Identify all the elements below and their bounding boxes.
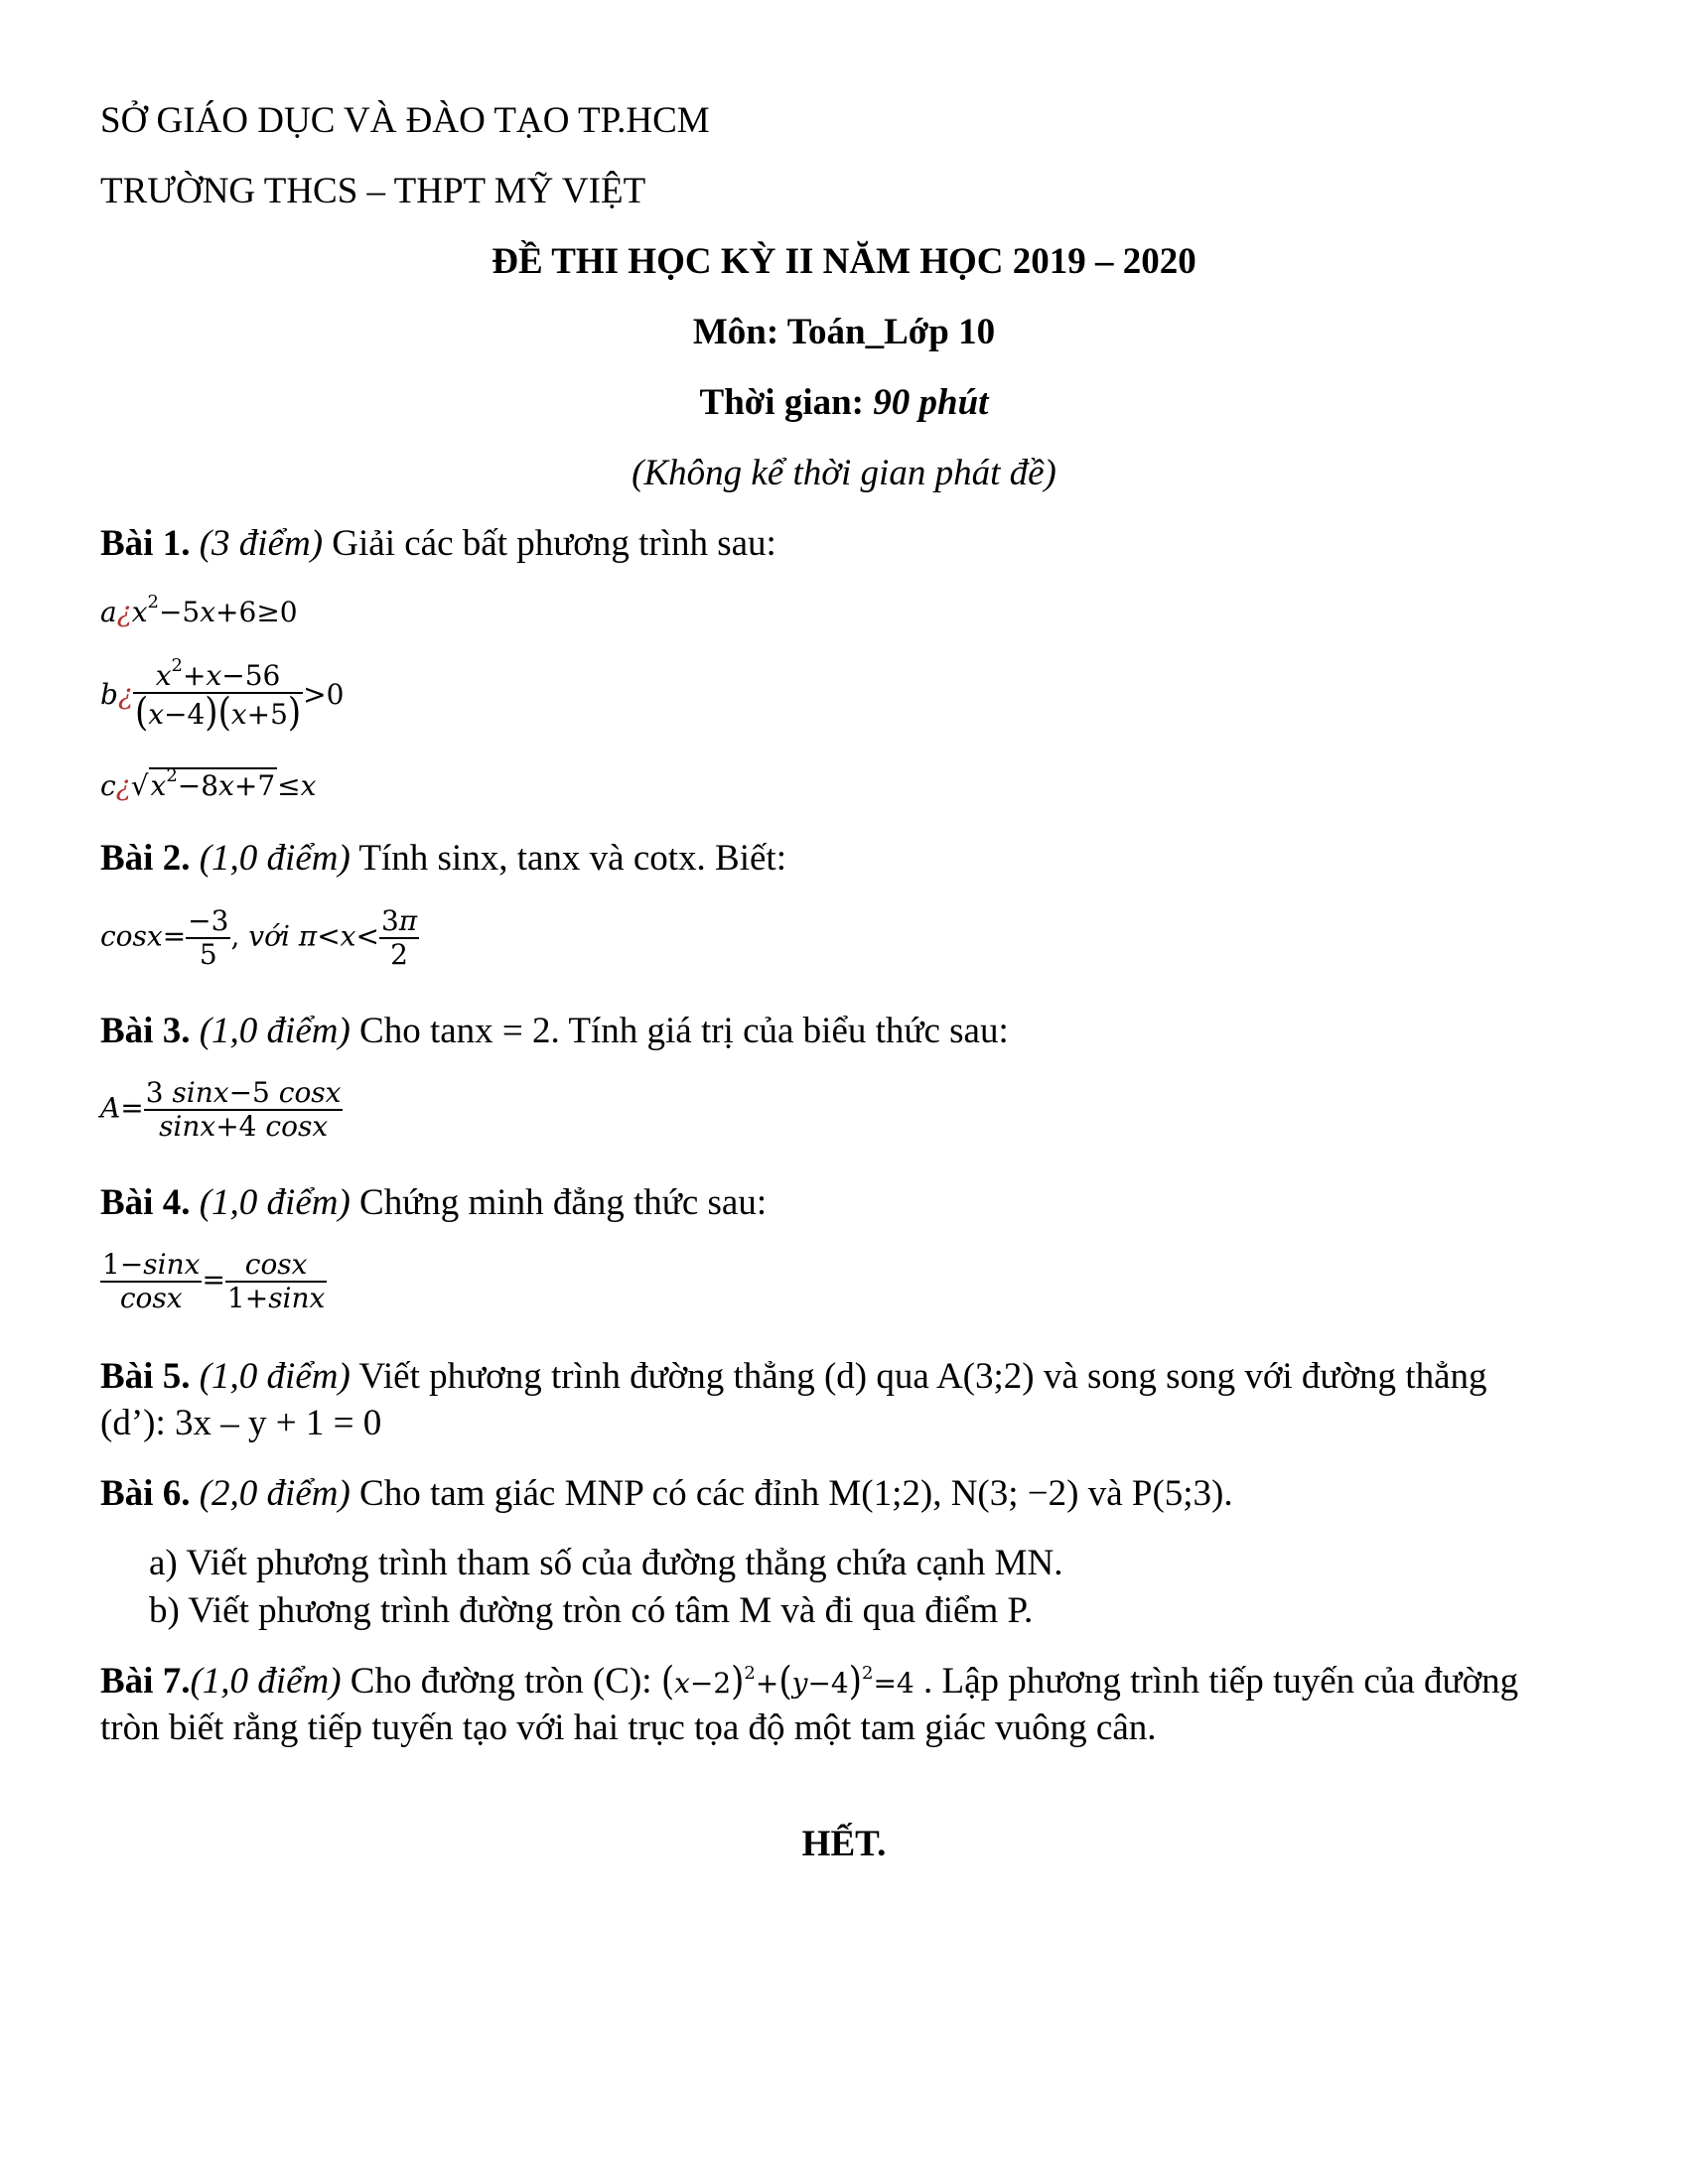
department-name: SỞ GIÁO DỤC VÀ ĐÀO TẠO TP.HCM <box>100 100 710 141</box>
problem-4-text: Chứng minh đẳng thức sau: <box>359 1182 768 1223</box>
problem-4-label: Bài 4. <box>100 1182 191 1223</box>
problem-7 <box>100 1660 1518 1703</box>
end-marker: HẾT. <box>801 1824 887 1864</box>
problem-5-text: Viết phương trình đường thẳng (d) qua A(3;2) và song song với đường thẳng <box>358 1356 1487 1397</box>
problem-2-label: Bài 2. <box>100 838 191 879</box>
problem-1b-formula: b¿ $\frac{x^2+x-56}{(x-4)(x+5)}$ >0 <box>100 655 345 737</box>
problem-2-text: Tính sinx, tanx và cotx. Biết: <box>358 838 786 879</box>
problem-1-points: (3 điểm) <box>199 523 324 564</box>
problem-3 <box>100 1010 1009 1052</box>
problem-6-text: Cho tam giác MNP có các đỉnh M(1;2), N(3; −2) và P(5;3). <box>359 1473 1233 1514</box>
problem-7-formula: $(x-2)^2+(y-4)^2=4$ <box>660 1659 914 1705</box>
problem-4-points: (1,0 điểm) <box>199 1182 351 1223</box>
problem-7-points: (1,0 điểm) <box>190 1661 342 1702</box>
school-name: TRƯỜNG THCS – THPT MỸ VIỆT <box>100 171 646 211</box>
problem-1a-formula: $a¿x^2-5x+6\ge 0$ <box>100 592 298 628</box>
problem-5 <box>100 1355 1487 1398</box>
exam-subject: Môn: Toán_Lớp 10 <box>692 312 996 352</box>
problem-2-formula: cosx= $\frac{-3}{5}$ , với π<x< $\frac{3\pi}{2}$ <box>100 904 418 972</box>
problem-2-points: (1,0 điểm) <box>199 838 351 879</box>
exam-note: (Không kể thời gian phát đề) <box>632 453 1056 493</box>
problem-3-text: Cho tanx = 2. Tính giá trị của biểu thức sau: <box>359 1011 1009 1051</box>
problem-6a: a) Viết phương trình tham số của đường thẳng chứa cạnh MN. <box>149 1543 1063 1583</box>
problem-3-points: (1,0 điểm) <box>199 1011 351 1051</box>
time-value: 90 phút <box>873 382 989 423</box>
problem-1-label: Bài 1. <box>100 523 191 564</box>
problem-1c-formula: $c¿√x^2-8x+7\le x$ <box>100 765 317 802</box>
time-label: Thời gian: <box>699 382 864 423</box>
problem-3-label: Bài 3. <box>100 1011 191 1051</box>
problem-7-text-before: Cho đường tròn (C): <box>350 1661 652 1702</box>
problem-3-formula: A= $\frac{3 \sin x-5 \cos x}{\sin x+4 \cos x}$ <box>100 1076 342 1144</box>
problem-1-text: Giải các bất phương trình sau: <box>332 523 776 564</box>
problem-5-label: Bài 5. <box>100 1356 191 1397</box>
problem-5-line2: (d’): 3x – y + 1 = 0 <box>100 1403 382 1443</box>
problem-7-text-after: . Lập phương trình tiếp tuyến của đường <box>922 1661 1519 1702</box>
problem-4 <box>100 1181 767 1224</box>
problem-6 <box>100 1472 1233 1515</box>
problem-4-formula: $\frac{1-\sin x}{\cos x}$ = $\frac{\cos x}{1+\sin x}$ <box>102 1248 326 1315</box>
exam-time <box>0 381 1688 424</box>
problem-2 <box>100 837 786 880</box>
problem-6-label: Bài 6. <box>100 1473 191 1514</box>
problem-1 <box>100 522 776 565</box>
problem-7-label: Bài 7. <box>100 1661 191 1702</box>
problem-6b: b) Viết phương trình đường tròn có tâm M và đi qua điểm P. <box>149 1590 1034 1631</box>
problem-6-points: (2,0 điểm) <box>199 1473 351 1514</box>
problem-5-points: (1,0 điểm) <box>199 1356 351 1397</box>
exam-title: ĐỀ THI HỌC KỲ II NĂM HỌC 2019 – 2020 <box>492 241 1196 282</box>
problem-7-line2: tròn biết rằng tiếp tuyến tạo với hai trục tọa độ một tam giác vuông cân. <box>100 1707 1157 1748</box>
